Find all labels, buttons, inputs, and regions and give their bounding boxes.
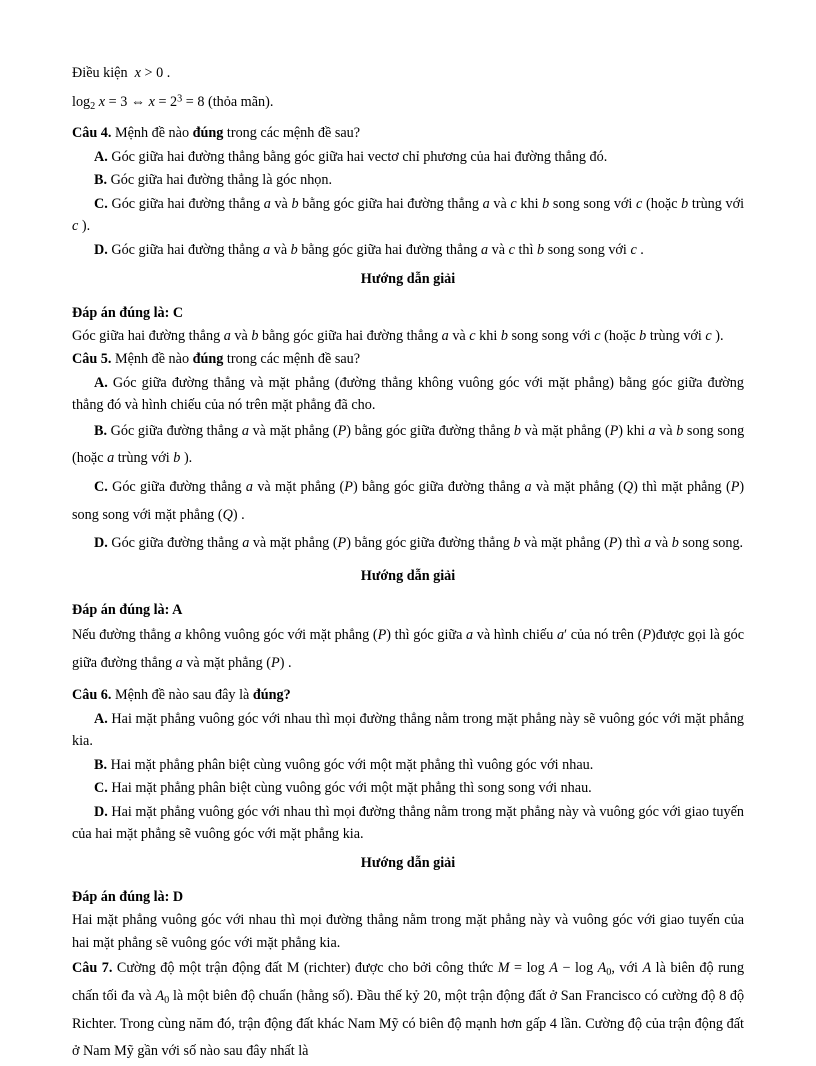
question-5-option-b[interactable] bbox=[72, 418, 744, 473]
explanation-6: Hai mặt phẳng vuông góc với nhau thì mọi đường thẳng nằm trong mặt phẳng này và vuông góc với giao tuyến của hai mặt phẳng sẽ vuông góc với mặt phẳng kia. bbox=[72, 912, 744, 951]
log-argument: x bbox=[98, 94, 106, 111]
option-c-period: . bbox=[241, 506, 245, 523]
x-variable: x bbox=[148, 94, 155, 111]
paren-open-3: ( bbox=[266, 654, 272, 671]
option-a-text: Hai mặt phẳng vuông góc với nhau thì mọi đường thẳng nằm trong mặt phẳng này sẽ vuông góc với mặt phẳng kia. bbox=[72, 710, 745, 750]
equals-eight: = 8 bbox=[185, 94, 205, 111]
paren-close: ) bbox=[386, 627, 392, 643]
prime-symbol: ′ bbox=[564, 627, 568, 643]
option-d-label: D. bbox=[94, 803, 108, 820]
paren-close-2: ) bbox=[650, 627, 656, 643]
explanation-4-text-1: Góc giữa hai đường thẳng bbox=[72, 327, 221, 344]
explanation-5-text-4: và hình chiếu bbox=[476, 627, 554, 643]
var-b: b bbox=[291, 195, 299, 212]
option-c-text-1: Góc giữa hai đường thẳng bbox=[111, 195, 261, 212]
option-b-and: và bbox=[659, 422, 673, 439]
option-b-khi: khi bbox=[626, 422, 645, 439]
paren-open-2: ( bbox=[637, 627, 643, 643]
question-7-text-1: Cường độ một trận động đất M (richter) được cho bởi công thức bbox=[116, 960, 494, 977]
option-b-text-1: Góc giữa đường thẳng bbox=[110, 422, 239, 439]
formula-log-2: log bbox=[574, 960, 594, 977]
exponent-three: 3 bbox=[177, 93, 183, 105]
var-a: a bbox=[245, 479, 254, 496]
option-d-song-song: song song với bbox=[547, 241, 627, 258]
question-6-option-d[interactable] bbox=[72, 801, 744, 846]
question-4-prompt-1: Mệnh đề nào bbox=[114, 125, 190, 142]
option-d-text-1: Góc giữa hai đường thẳng bbox=[111, 241, 260, 258]
option-d-label: D. bbox=[94, 535, 108, 552]
var-b-3: b bbox=[639, 327, 647, 344]
explanation-4-hoac: (hoặc bbox=[604, 327, 636, 344]
question-7-text-7: hơn gấp 4 lần. Cường độ của trận động đất ở Nam Mỹ gần với số nào sau đây nhất là bbox=[72, 1015, 744, 1060]
solution-heading-2: Hướng dẫn giải bbox=[360, 568, 456, 585]
option-c-text: Hai mặt phẳng phân biệt cùng vuông góc với một mặt phẳng thì song song với nhau. bbox=[111, 780, 592, 797]
option-a-label: A. bbox=[94, 710, 108, 727]
richter-formula bbox=[497, 960, 612, 979]
paren-open-3: ( bbox=[725, 479, 731, 496]
explanation-5-text-1: Nếu đường thẳng bbox=[72, 627, 171, 643]
paren-close-3: ) bbox=[739, 479, 745, 496]
question-5-option-c[interactable] bbox=[72, 474, 744, 529]
option-c-trung: trùng với bbox=[691, 195, 745, 212]
var-c-3: c bbox=[72, 218, 79, 235]
document-body bbox=[72, 62, 744, 1066]
var-c: c bbox=[469, 327, 476, 344]
option-b-text-4: và mặt phẳng bbox=[524, 422, 602, 439]
formula-M: M bbox=[497, 960, 510, 977]
option-b-text-3: bằng góc giữa đường thẳng bbox=[354, 422, 511, 439]
log-operator: log bbox=[72, 94, 91, 111]
var-b: b bbox=[251, 327, 259, 344]
question-6-prompt-1: Mệnh đề nào sau đây là bbox=[114, 687, 250, 704]
option-b-trung: trùng với bbox=[117, 450, 170, 467]
var-a: a bbox=[263, 241, 271, 258]
variable-x: x bbox=[134, 65, 141, 81]
option-c-label: C. bbox=[94, 195, 108, 212]
explanation-5-text-7: và mặt phẳng bbox=[186, 654, 263, 671]
explanation-4-and: và bbox=[234, 327, 248, 344]
option-c-text-2: bằng góc giữa hai đường thẳng bbox=[302, 195, 479, 212]
paren-close-4: ) bbox=[232, 506, 238, 523]
option-c-and: và bbox=[274, 195, 288, 212]
question-4-heading bbox=[72, 122, 744, 144]
var-a-3: a bbox=[175, 654, 183, 671]
option-c-mat-phang: mặt phẳng bbox=[661, 479, 722, 496]
var-c: c bbox=[508, 241, 515, 258]
var-b: b bbox=[290, 241, 298, 258]
condition-text: Điều kiện bbox=[72, 65, 128, 81]
var-b-2: b bbox=[671, 535, 679, 552]
var-a-2: a bbox=[482, 195, 490, 212]
option-c-text-4: và mặt phẳng bbox=[535, 479, 614, 496]
option-c-thi: thì bbox=[642, 479, 658, 496]
explanation-4-trung: trùng với bbox=[649, 327, 702, 344]
option-c-label: C. bbox=[94, 479, 108, 496]
plane-Q: Q bbox=[622, 479, 634, 496]
option-a-text: Góc giữa hai đường thẳng bằng góc giữa hai vectơ chỉ phương của hai đường thẳng đó. bbox=[111, 148, 608, 165]
paren-close-2: ) bbox=[618, 422, 623, 439]
equals-two: = 2 bbox=[158, 94, 178, 111]
log-base: 2 bbox=[90, 101, 96, 113]
option-d-thi: thì bbox=[625, 535, 641, 552]
formula-A: A bbox=[549, 960, 558, 977]
var-c: c bbox=[510, 195, 517, 212]
question-7-text-4: biên độ rung chấn tối đa và bbox=[72, 960, 745, 1004]
option-a-text: Góc giữa đường thẳng và mặt phẳng (đường thẳng không vuông góc với mặt phẳng) bằng góc giữa đường thẳng đó và hình chiếu của nó trên mặt phẳng đã cho. bbox=[72, 374, 744, 414]
explanation-4-song-song: song song với bbox=[511, 327, 591, 344]
paren-open: ( bbox=[339, 479, 345, 496]
explanation-5-text-3: thì góc giữa bbox=[394, 627, 463, 643]
paren-open: ( bbox=[372, 627, 378, 643]
formula-A0: A bbox=[597, 960, 607, 977]
plane-P: P bbox=[337, 422, 347, 439]
question-6-heading bbox=[72, 684, 744, 706]
explanation-4-close: ). bbox=[715, 327, 724, 344]
question-6-label: Câu 6. bbox=[72, 687, 112, 704]
option-c-text-3: bằng góc giữa đường thẳng bbox=[361, 479, 521, 496]
question-5-prompt-1: Mệnh đề nào bbox=[114, 351, 190, 368]
paren-close-2: ) bbox=[617, 535, 623, 552]
option-c-khi: khi bbox=[520, 195, 539, 212]
explanation-5-period: . bbox=[287, 654, 292, 671]
plane-P-2: P bbox=[608, 535, 618, 552]
var-b: b bbox=[513, 422, 521, 439]
question-7-text-2: , với bbox=[611, 960, 638, 977]
plane-P-3: P bbox=[271, 654, 280, 671]
question-5-option-d[interactable] bbox=[72, 530, 744, 558]
var-b-2: b bbox=[500, 327, 508, 344]
paren-open: ( bbox=[332, 535, 338, 552]
option-d-text-4: và mặt phẳng bbox=[523, 535, 601, 552]
option-c-text-2: và mặt phẳng bbox=[257, 479, 336, 496]
question-7-text-6: Francisco có cường độ 8 độ Richter. Trong cùng năm đó, trận động đất khác Nam Mỹ có biên độ mạnh bbox=[72, 987, 745, 1032]
plane-P: P bbox=[377, 627, 387, 643]
paren-open-2: ( bbox=[603, 535, 609, 552]
paren-close: ) bbox=[346, 535, 351, 552]
paren-open-4: ( bbox=[217, 506, 223, 523]
var-b-2: b bbox=[542, 195, 550, 212]
explanation-5-text-5: của nó trên bbox=[570, 627, 634, 643]
question-4-option-c[interactable] bbox=[72, 193, 744, 238]
plane-P-2: P bbox=[730, 479, 740, 496]
var-b-2: b bbox=[537, 241, 545, 258]
var-a-2: a bbox=[441, 327, 449, 344]
answer-5: Đáp án đúng là: A bbox=[72, 601, 183, 618]
answer-4: Đáp án đúng là: C bbox=[72, 304, 184, 321]
question-4-label: Câu 4. bbox=[72, 125, 112, 142]
var-b: b bbox=[513, 535, 521, 552]
option-b-text: Hai mặt phẳng phân biệt cùng vuông góc với một mặt phẳng thì vuông góc với nhau. bbox=[110, 756, 594, 773]
explanation-4-khi: khi bbox=[479, 327, 498, 344]
plane-Q-2: Q bbox=[222, 506, 233, 523]
option-b-song-song: song song (hoặc bbox=[72, 422, 745, 467]
question-4-option-d[interactable] bbox=[72, 239, 744, 261]
var-a-2: a bbox=[481, 241, 489, 258]
question-5-label: Câu 5. bbox=[72, 351, 112, 368]
explanation-4-and-2: và bbox=[452, 327, 466, 344]
option-c-hoac: (hoặc bbox=[646, 195, 678, 212]
question-5-emphasis: đúng bbox=[192, 351, 224, 368]
formula-subscript-zero: 0 bbox=[606, 967, 612, 979]
question-7-label: Câu 7. bbox=[72, 960, 113, 977]
option-c-and-2: và bbox=[493, 195, 507, 212]
paren-close-2: ) bbox=[633, 479, 638, 496]
option-d-label: D. bbox=[94, 241, 108, 258]
question-6-emphasis: đúng? bbox=[252, 687, 291, 704]
question-7-heading bbox=[72, 955, 744, 1066]
option-b-label: B. bbox=[94, 422, 108, 439]
option-d-and: và bbox=[273, 241, 288, 258]
paren-open: ( bbox=[332, 422, 338, 439]
var-a-3: a bbox=[107, 450, 115, 467]
formula-log: log bbox=[526, 960, 545, 977]
question-6-option-b[interactable] bbox=[72, 754, 744, 776]
option-c-text-1: Góc giữa đường thẳng bbox=[112, 479, 242, 496]
option-d-thi: thì bbox=[518, 241, 534, 258]
question-5-option-a[interactable] bbox=[72, 372, 744, 417]
var-A0-subscript: 0 bbox=[164, 994, 170, 1006]
option-b-text: Góc giữa hai đường thẳng là góc nhọn. bbox=[110, 172, 333, 189]
formula-equals: = bbox=[514, 960, 523, 977]
equals-three: = 3 bbox=[108, 94, 128, 111]
var-a-2: a bbox=[644, 535, 652, 552]
question-5-heading bbox=[72, 348, 744, 370]
thoa-man-note: (thỏa mãn). bbox=[207, 94, 274, 111]
option-b-label: B. bbox=[94, 756, 108, 773]
option-d-text-2: bằng góc giữa hai đường thẳng bbox=[301, 241, 478, 258]
question-7-text-3: là bbox=[655, 960, 666, 977]
option-d-period: . bbox=[640, 241, 644, 258]
var-c-2: c bbox=[594, 327, 601, 344]
var-a: a bbox=[263, 195, 271, 212]
question-5-prompt-2: trong các mệnh đề sau? bbox=[226, 351, 361, 368]
option-a-label: A. bbox=[94, 374, 108, 391]
option-d-song-song: song song. bbox=[682, 535, 744, 552]
option-d-and-2: và bbox=[491, 241, 506, 258]
option-d-text: Hai mặt phẳng vuông góc với nhau thì mọi đường thẳng nằm trong mặt phẳng này và vuông góc với giao tuyến của hai mặt phẳng sẽ vuông góc với mặt phẳng kia. bbox=[72, 803, 745, 842]
greater-than-zero: > 0 bbox=[144, 65, 164, 81]
period: . bbox=[166, 65, 171, 81]
paren-open-2: ( bbox=[618, 479, 623, 496]
question-7-text-5: là một biên độ chuẩn (hằng số). Đầu thế kỷ 20, một trận động đất ở San bbox=[172, 987, 583, 1004]
var-a-2: a bbox=[466, 627, 474, 643]
paren-close-3: ) bbox=[279, 654, 285, 671]
question-4-emphasis: đúng bbox=[192, 125, 224, 142]
var-c-2: c bbox=[636, 195, 643, 212]
var-b-3: b bbox=[173, 450, 181, 467]
option-d-text-3: bằng góc giữa đường thẳng bbox=[354, 535, 510, 552]
question-4-prompt-2: trong các mệnh đề sau? bbox=[226, 125, 361, 142]
var-a: a bbox=[241, 422, 249, 439]
paren-open-2: ( bbox=[604, 422, 610, 439]
option-a-label: A. bbox=[94, 148, 108, 165]
question-6-option-a[interactable] bbox=[72, 708, 744, 753]
plane-P: P bbox=[337, 535, 347, 552]
var-a-2: a bbox=[524, 479, 532, 496]
var-a-prime: a bbox=[556, 627, 565, 643]
solution-heading-1: Hướng dẫn giải bbox=[360, 271, 456, 288]
plane-P-2: P bbox=[609, 422, 619, 439]
var-A: A bbox=[642, 960, 652, 977]
question-4-option-b[interactable] bbox=[72, 169, 744, 191]
var-c-2: c bbox=[630, 241, 637, 258]
question-4-option-a[interactable] bbox=[72, 146, 744, 168]
answer-6: Đáp án đúng là: D bbox=[72, 888, 184, 905]
explanation-5 bbox=[72, 622, 744, 677]
var-a: a bbox=[223, 327, 231, 344]
option-c-close: ). bbox=[81, 218, 91, 235]
option-c-song-song: song song với mặt phẳng bbox=[72, 506, 215, 523]
option-b-close: ). bbox=[183, 450, 193, 467]
paren-close: ) bbox=[352, 479, 358, 496]
option-d-text-1: Góc giữa đường thẳng bbox=[111, 535, 239, 552]
var-a: a bbox=[242, 535, 250, 552]
explanation-5-text-6: được gọi là góc giữa đường thẳng bbox=[72, 627, 745, 671]
option-b-text-2: và mặt phẳng bbox=[252, 422, 330, 439]
paren-close: ) bbox=[346, 422, 351, 439]
question-6-option-c[interactable] bbox=[72, 777, 744, 799]
solution-heading-3: Hướng dẫn giải bbox=[360, 855, 456, 872]
log-equation-line bbox=[72, 91, 744, 115]
option-d-and: và bbox=[654, 535, 669, 552]
plane-P: P bbox=[344, 479, 353, 496]
iff-symbol: ⇔ bbox=[130, 94, 146, 111]
var-a-2: a bbox=[648, 422, 656, 439]
var-b-2: b bbox=[676, 422, 684, 439]
formula-minus: − bbox=[562, 960, 571, 977]
var-b-3: b bbox=[681, 195, 689, 212]
explanation-5-text-2: không vuông góc với mặt phẳng bbox=[185, 627, 370, 643]
condition-line bbox=[72, 62, 744, 84]
var-a: a bbox=[174, 627, 182, 643]
explanation-4 bbox=[72, 325, 744, 347]
option-c-label: C. bbox=[94, 780, 108, 797]
explanation-4-text-2: bằng góc giữa hai đường thẳng bbox=[261, 327, 439, 344]
option-c-song-song: song song với bbox=[552, 195, 633, 212]
plane-P-2: P bbox=[642, 627, 651, 643]
var-c-3: c bbox=[705, 327, 712, 344]
option-b-label: B. bbox=[94, 172, 108, 189]
option-d-text-2: và mặt phẳng bbox=[252, 535, 330, 552]
var-A0: A bbox=[155, 987, 165, 1004]
